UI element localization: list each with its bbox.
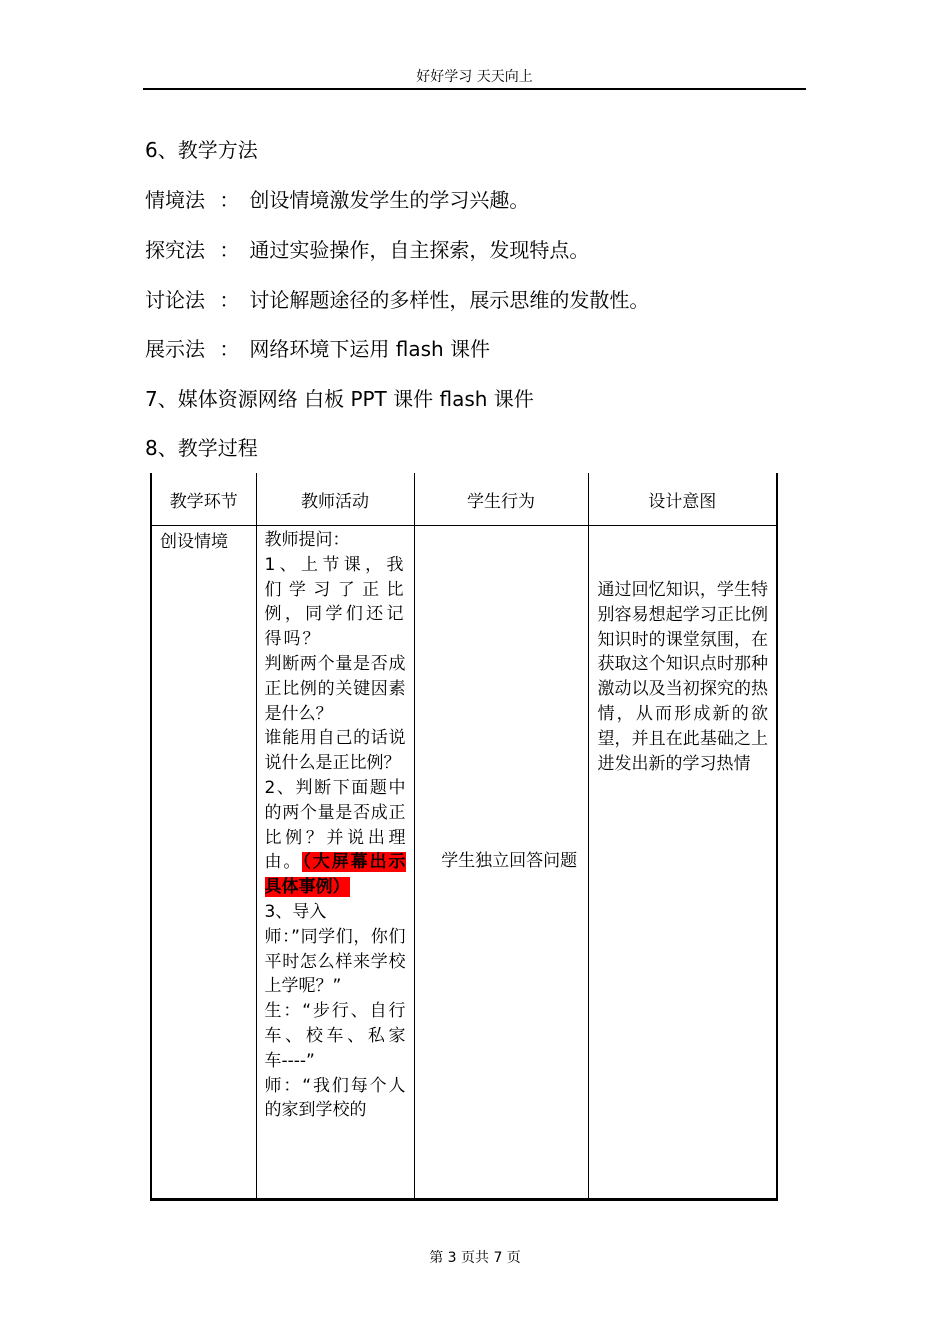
teacher-line: 生：“步行、自行车、校车、私家车----” <box>264 1001 406 1071</box>
method-sep: ： <box>213 238 240 262</box>
teacher-line: 3、导入 <box>264 901 327 922</box>
header-text: 好好学习 天天向上 <box>416 69 533 85</box>
process-table <box>150 473 778 1201</box>
method-sep: ： <box>213 337 240 361</box>
media-line: 7、媒体资源网络 白板 PPT 课件 flash 课件 <box>145 387 534 411</box>
teacher-line: 判断两个量是否成正比例的关键因素是什么？ <box>264 653 406 724</box>
method-name: 探究法 <box>145 238 205 262</box>
method-sep: ： <box>213 288 240 312</box>
method-desc: 通过实验操作，自主探索，发现特点。 <box>249 238 590 262</box>
page-header <box>143 66 806 90</box>
student-behavior: 学生独立回答问题 <box>441 850 578 871</box>
teacher-line: 师：“我们每个人的家到学校的 <box>264 1075 406 1121</box>
teacher-activity <box>257 526 414 1123</box>
method-item <box>145 235 589 265</box>
process-title: 8、教学过程 <box>145 436 258 460</box>
teacher-line: 师：”同学们，你们平时怎么样来学校上学呢？” <box>264 926 406 997</box>
method-desc: 网络环境下运用 flash 课件 <box>249 337 491 361</box>
teacher-line: 谁能用自己的话说说什么是正比例？ <box>264 728 406 774</box>
methods-title: 6、教学方法 <box>145 138 258 162</box>
method-desc: 讨论解题途径的多样性，展示思维的发散性。 <box>249 288 650 312</box>
highlight-note: （大屏幕出示具体事例） <box>264 852 406 898</box>
method-name: 讨论法 <box>145 288 205 312</box>
table-row <box>152 526 776 1199</box>
teacher-line-text: 2、判断下面题中的两个量是否成正比例？并说出理由。 <box>264 777 406 873</box>
method-item <box>145 185 529 215</box>
header-intent: 设计意图 <box>588 473 776 526</box>
method-name: 情境法 <box>145 188 205 212</box>
page-footer: 第 3 页共 7 页 <box>429 1250 521 1266</box>
teacher-line: 教师提问： <box>264 530 350 550</box>
header-student: 学生行为 <box>414 473 588 526</box>
table-header-row <box>152 473 776 526</box>
stage-cell <box>152 526 256 1199</box>
method-sep: ： <box>213 188 240 212</box>
design-intent: 通过回忆知识，学生特别容易想起学习正比例知识时的课堂氛围，在获取这个知识点时那种激动以及当初探究的热情，从而形成新的欲望，并且在此基础之上进发出新的学习热情 <box>597 580 768 774</box>
method-item <box>145 334 490 364</box>
method-desc: 创设情境激发学生的学习兴趣。 <box>249 188 530 212</box>
student-cell <box>414 526 588 1199</box>
teacher-line: 1、上节课，我们学习了正比例，同学们还记得吗？ <box>264 554 406 650</box>
header-stage: 教学环节 <box>152 473 256 526</box>
header-teacher: 教师活动 <box>256 473 414 526</box>
method-item <box>145 285 649 315</box>
intent-cell <box>588 526 776 1199</box>
teacher-line <box>265 776 406 900</box>
stage-text: 创设情境 <box>160 532 228 552</box>
teacher-cell <box>256 526 414 1199</box>
method-name: 展示法 <box>145 337 205 361</box>
